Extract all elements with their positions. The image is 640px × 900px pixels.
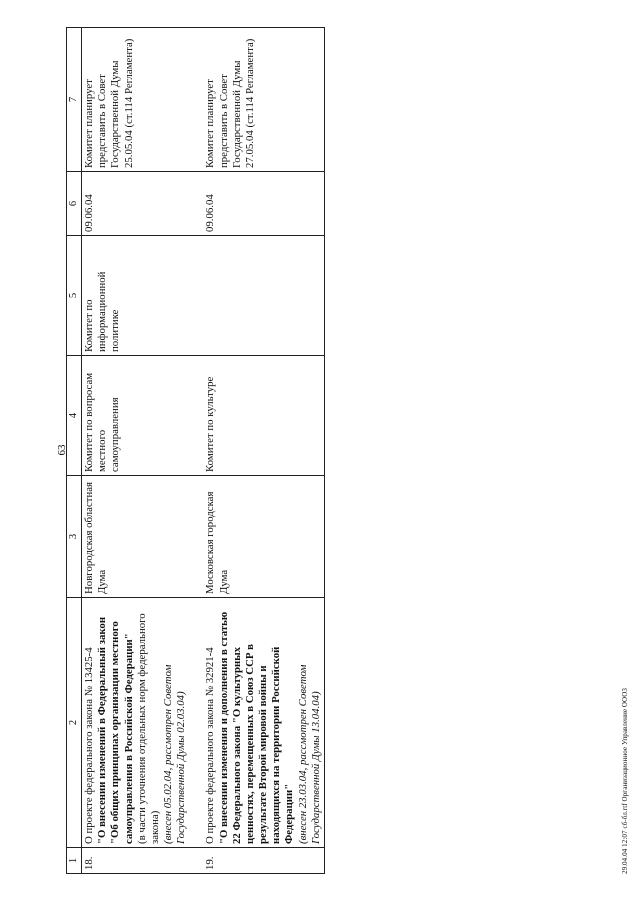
row-gap (189, 28, 203, 874)
bill-title: О проекте федерального закона № 32921-4 (204, 647, 217, 844)
bill-description: "О внесении изменений в Федеральный закон "Об общих принципах организации местного самоуправления в Российской Федерации" (96, 616, 135, 844)
bill-note: (внесен 05.02.04, рассмотрен Советом Государственной Думы 02.03.04) (162, 664, 188, 844)
header-cell: 6 (67, 172, 82, 236)
table-row (203, 28, 324, 874)
initiator-cell: Московская городская Дума (203, 476, 324, 598)
table-row (82, 28, 190, 874)
co-committee-cell: Комитет по информационной политике (82, 236, 190, 356)
bill-title: О проекте федерального закона № 13425-4 (83, 647, 95, 844)
document-footer: 29.04.04 12:07 сб-бл.rtf Организационное Управление ООО3 (621, 688, 629, 874)
header-cell: 5 (67, 236, 82, 356)
bill-cell (203, 598, 324, 848)
header-cell: 1 (67, 848, 82, 874)
bill-note: (внесен 23.03.04, рассмотрен Советом Государственной Думы 13.04.04) (296, 664, 322, 844)
bill-description: "О внесении изменения и дополнения в статью 22 Федерального закона "О культурных ценностях, перемещенных в Союз ССР в результате Второй мировой войны и находящихся на территории Российской Федерации" (217, 611, 296, 844)
committee-cell: Комитет по культуре (203, 356, 324, 476)
co-committee-cell (203, 236, 324, 356)
bill-cell (82, 598, 190, 848)
header-cell: 7 (67, 28, 82, 172)
header-cell: 2 (67, 598, 82, 848)
bill-detail: (в части уточнения отдельных норм федерального закона) (135, 613, 161, 844)
date-cell: 09.06.04 (203, 172, 324, 236)
bills-table (66, 27, 325, 874)
page-number: 63 (56, 444, 68, 456)
header-cell: 3 (67, 476, 82, 598)
row-number: 18. (82, 848, 190, 874)
initiator-cell: Новгородская областная Дума (82, 476, 190, 598)
plan-cell: Комитет планирует представить в Совет Государственной Думы 27.05.04 (ст.114 Регламента) (203, 28, 324, 172)
plan-cell: Комитет планирует представить в Совет Государственной Думы 25.05.04 (ст.114 Регламента) (82, 28, 190, 172)
date-cell: 09.06.04 (82, 172, 190, 236)
committee-cell: Комитет по вопросам местного самоуправления (82, 356, 190, 476)
header-cell: 4 (67, 356, 82, 476)
table-header-row (67, 28, 82, 874)
row-number: 19. (203, 848, 324, 874)
